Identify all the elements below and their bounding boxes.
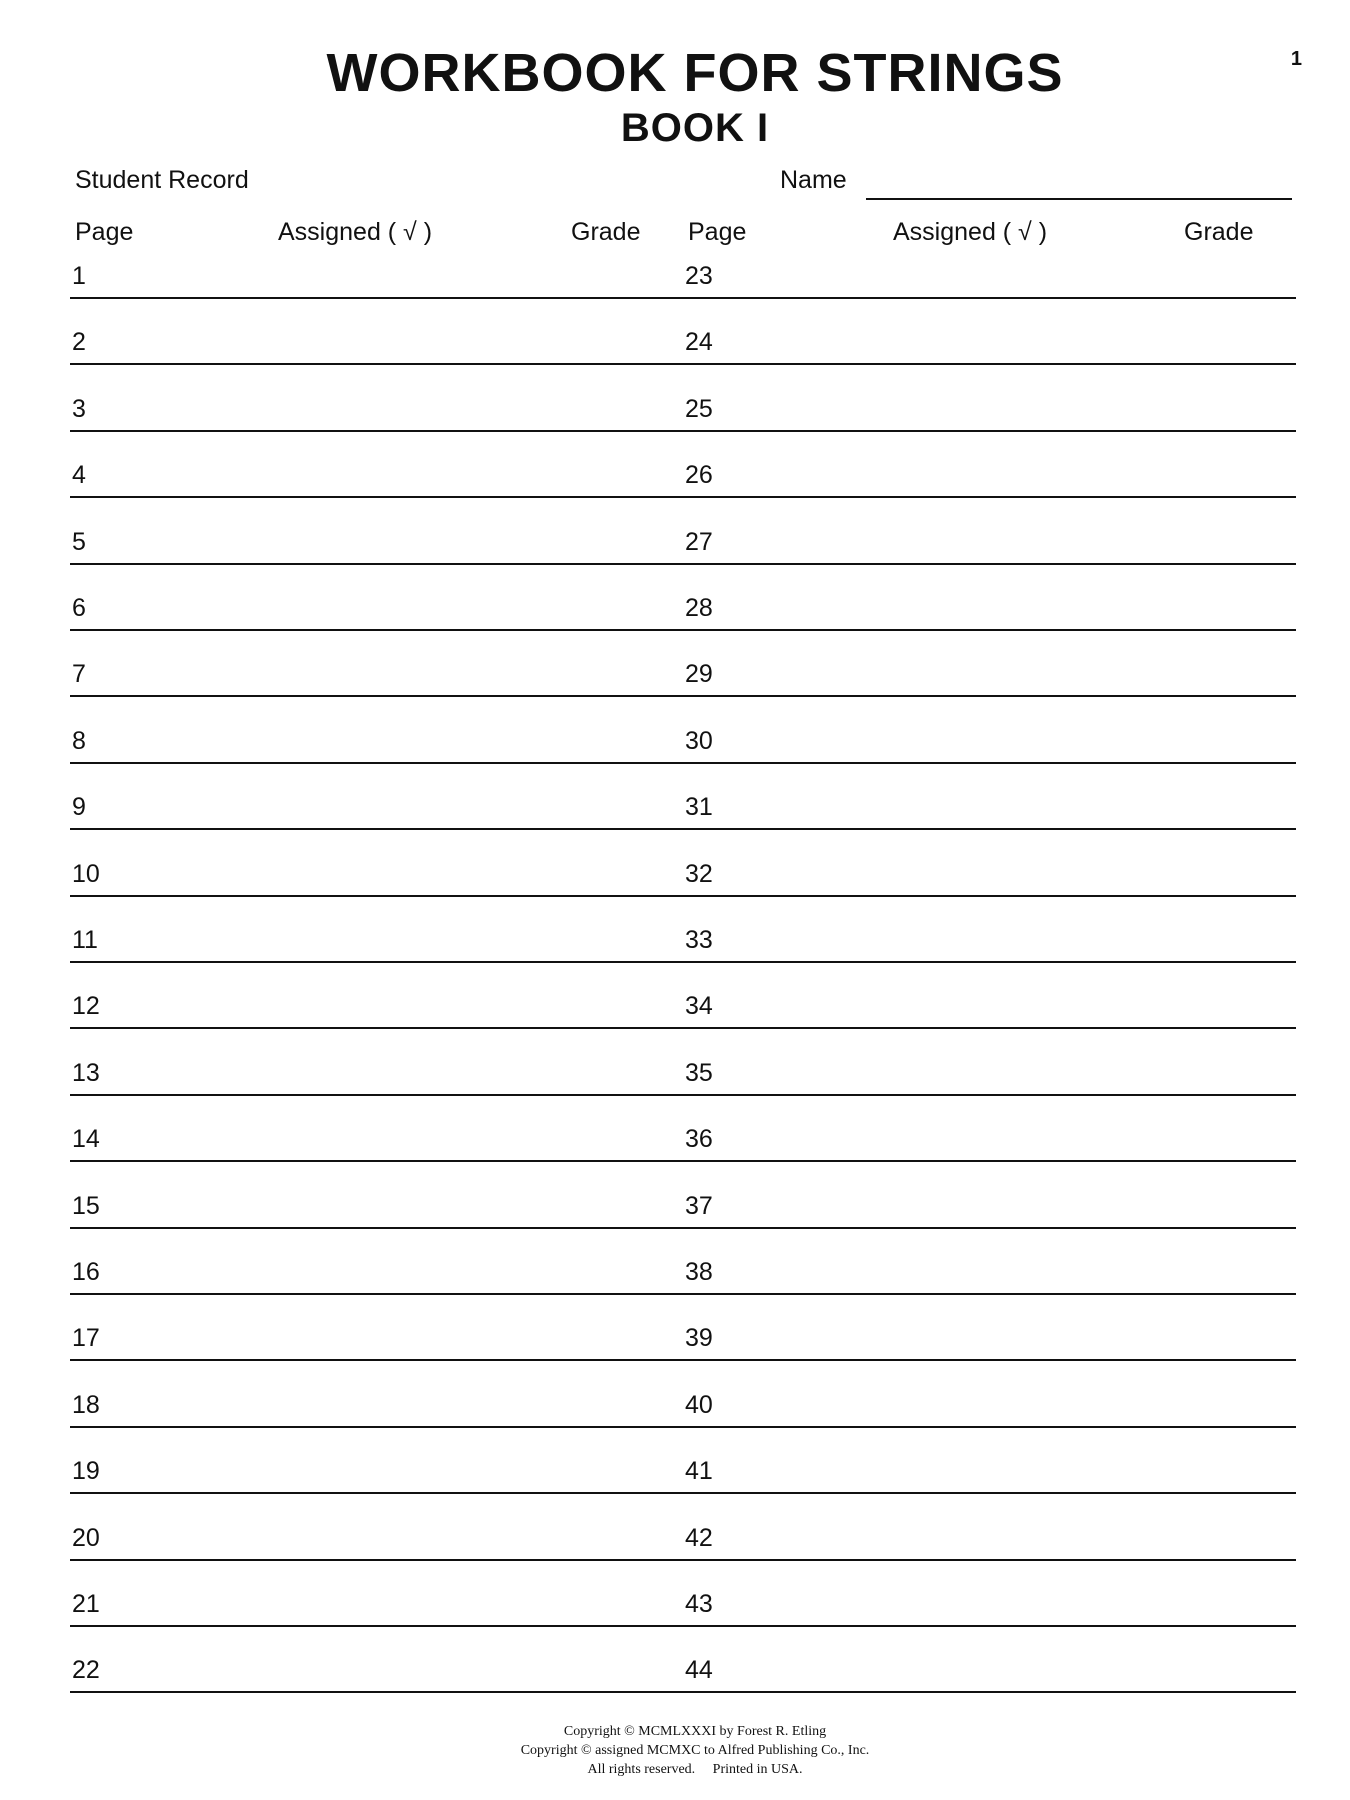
page-number-right: 23 <box>685 262 713 290</box>
page-number-left: 15 <box>72 1191 100 1220</box>
page-number-left: 5 <box>72 527 86 556</box>
page-number-left: 2 <box>72 328 86 357</box>
column-header-assigned-right: Assigned ( √ ) <box>893 218 1048 246</box>
table-row[interactable] <box>70 1227 1296 1295</box>
page-number-right: 31 <box>685 793 713 822</box>
page-number-right: 30 <box>685 726 713 755</box>
page-number-right: 35 <box>685 1058 713 1087</box>
page-number-right: 33 <box>685 926 713 954</box>
table-row[interactable] <box>70 1094 1296 1162</box>
page-number-left: 18 <box>72 1390 100 1419</box>
column-header-page-left: Page <box>75 218 134 246</box>
table-row[interactable] <box>70 1426 1296 1494</box>
table-row[interactable] <box>70 497 1296 565</box>
table-row[interactable] <box>70 696 1296 764</box>
page-number: 1 <box>1290 48 1302 70</box>
table-row[interactable] <box>70 895 1296 963</box>
page-number-left: 13 <box>72 1058 100 1087</box>
table-row[interactable] <box>70 629 1296 697</box>
column-header-grade-right: Grade <box>1184 218 1254 246</box>
page-number-left: 10 <box>72 859 100 888</box>
page-number-left: 8 <box>72 726 86 755</box>
table-row[interactable] <box>70 297 1296 365</box>
page-number-right: 37 <box>685 1191 713 1220</box>
page-number-left: 4 <box>72 461 86 490</box>
page-number-left: 19 <box>72 1457 100 1486</box>
page-number-right: 44 <box>685 1656 713 1685</box>
page-number-right: 27 <box>685 527 713 556</box>
copyright-line-2: Copyright © assigned MCMXC to Alfred Publishing Co., Inc. <box>520 1743 870 1758</box>
page-number-right: 41 <box>685 1457 713 1486</box>
page-number-left: 9 <box>72 793 86 822</box>
copyright-footer <box>0 1722 1350 1779</box>
page-number-left: 6 <box>72 594 86 622</box>
table-row[interactable] <box>70 1493 1296 1561</box>
page-number-right: 40 <box>685 1390 713 1419</box>
page-number-right: 36 <box>685 1125 713 1154</box>
page-number-right: 28 <box>685 594 713 622</box>
column-header-grade-left: Grade <box>571 218 641 246</box>
page-title: WORKBOOK FOR STRINGS <box>326 43 1064 103</box>
page-number-left: 21 <box>72 1590 100 1618</box>
page-number-right: 32 <box>685 859 713 888</box>
page-number-right: 25 <box>685 394 713 423</box>
page-number-right: 24 <box>685 328 713 357</box>
table-row[interactable] <box>70 1360 1296 1428</box>
page-number-right: 29 <box>685 660 713 689</box>
page-number-left: 1 <box>72 262 86 290</box>
page-number-left: 16 <box>72 1258 100 1286</box>
page-number-left: 17 <box>72 1324 100 1353</box>
column-header-assigned-left: Assigned ( √ ) <box>278 218 433 246</box>
page-number-right: 26 <box>685 461 713 490</box>
page-number-left: 3 <box>72 394 86 423</box>
page-number-left: 14 <box>72 1125 100 1154</box>
table-row[interactable] <box>70 762 1296 830</box>
table-row[interactable] <box>70 430 1296 498</box>
table-row[interactable] <box>70 364 1296 432</box>
page-number-left: 11 <box>72 926 98 954</box>
table-row[interactable] <box>70 1559 1296 1627</box>
table-row[interactable] <box>70 961 1296 1029</box>
copyright-line-3: All rights reserved. Printed in USA. <box>587 1762 803 1777</box>
page-number-right: 39 <box>685 1324 713 1353</box>
student-record-label: Student Record <box>75 166 249 194</box>
page-number-left: 22 <box>72 1656 100 1685</box>
page-number-left: 12 <box>72 992 100 1021</box>
copyright-line-1: Copyright © MCMLXXXI by Forest R. Etling <box>563 1724 827 1739</box>
page-number-left: 7 <box>72 660 86 689</box>
page-number-right: 42 <box>685 1523 713 1552</box>
column-header-page-right: Page <box>688 218 747 246</box>
page-number-right: 38 <box>685 1258 713 1286</box>
page-subtitle: BOOK I <box>620 106 770 150</box>
table-row[interactable] <box>70 1625 1296 1693</box>
page-number-right: 43 <box>685 1590 713 1618</box>
name-field[interactable] <box>866 198 1292 200</box>
table-row[interactable] <box>70 1293 1296 1361</box>
table-row[interactable] <box>70 231 1296 299</box>
page-number-left: 20 <box>72 1523 100 1552</box>
table-row[interactable] <box>70 1028 1296 1096</box>
page-number-right: 34 <box>685 992 713 1021</box>
name-label: Name <box>780 166 847 194</box>
table-row[interactable] <box>70 1161 1296 1229</box>
table-row[interactable] <box>70 563 1296 631</box>
table-row[interactable] <box>70 829 1296 897</box>
